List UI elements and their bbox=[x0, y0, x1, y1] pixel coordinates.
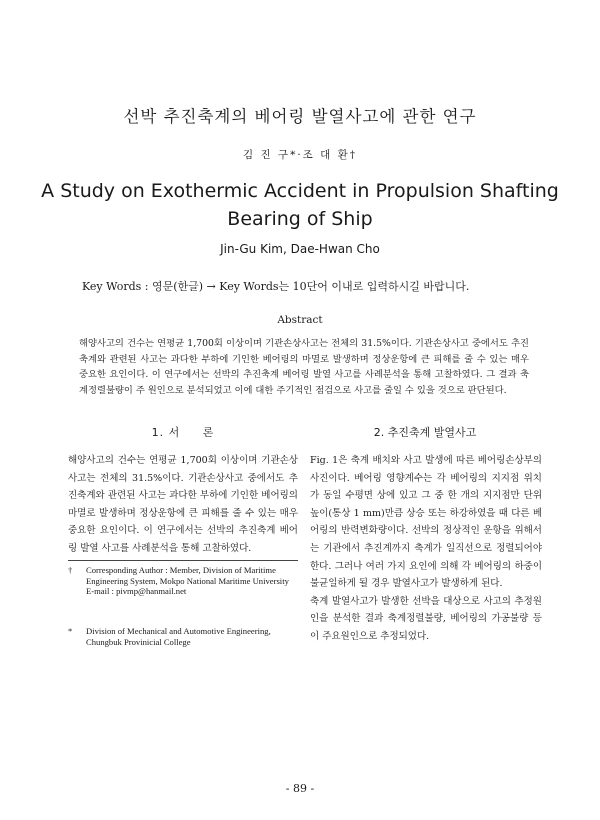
footnote-dagger-mark: † bbox=[68, 565, 73, 575]
authors-korean: 김 진 구*·조 대 환† bbox=[242, 149, 358, 161]
footnote-coauthor bbox=[68, 626, 298, 647]
paper-title-korean: 선박 추진축계의 베어링 발열사고에 관한 연구 bbox=[123, 107, 477, 126]
section2-heading: 2. 추진축계 발열사고 bbox=[373, 426, 477, 439]
page-number: - 89 - bbox=[285, 782, 315, 795]
footnote-affiliation: Corresponding Author : Member, Division of Maritime Engineering System, Mokpo National Maritime University bbox=[86, 565, 289, 586]
title-english-line1: A Study on Exothermic Accident in Propulsion Shafting bbox=[41, 180, 559, 202]
footnote-divider bbox=[68, 560, 298, 561]
keywords-line: Key Words : 영문(한글) → Key Words는 10단어 이내로 입력하시길 바랍니다. bbox=[82, 280, 470, 293]
footnote-corresponding-author bbox=[68, 565, 298, 597]
abstract-body: 해양사고의 건수는 연평균 1,700회 이상이며 기관손상사고는 전체의 31.5%이다. 기관손상사고 중에서도 추진축계와 관련된 사고는 과다한 부하에 기인한 베어링의 마멸로 발생하며 정상운항에 큰 피해를 줄 수 있는 매우 중요한 요인이다. 이 연구에서는 선박의 추진축계 베어링 발열 사고를 사례분석을 통해 고찰하였다. 그 결과 축계정렬불량이 주 원인으로 분석되었고 이에 대한 주기적인 점검으로 사고를 줄일 수 있을 것으로 판단된다. bbox=[79, 338, 529, 396]
title-english-line2: Bearing of Ship bbox=[227, 208, 373, 230]
section2-body bbox=[310, 452, 542, 646]
authors-english: Jin-Gu Kim, Dae-Hwan Cho bbox=[220, 242, 380, 256]
paper-title-english bbox=[40, 177, 560, 233]
footnote-coauthor-affiliation: Division of Mechanical and Automotive Engineering, Chungbuk Provinicial College bbox=[86, 626, 271, 647]
section1-heading: 1. 서 론 bbox=[151, 426, 215, 439]
footnote-asterisk-mark: * bbox=[68, 626, 73, 636]
abstract-heading: Abstract bbox=[277, 314, 323, 326]
section2-paragraph-2: 축계 발열사고가 발생한 선박을 대상으로 사고의 추정원인을 분석한 결과 축계정렬불량, 베어링의 가공불량 등이 주요원인으로 추정되었다. bbox=[310, 595, 542, 642]
section1-body: 해양사고의 건수는 연평균 1,700회 이상이며 기관손상사고는 전체의 31.5%이다. 기관손상사고 중에서도 추진축계와 관련된 사고는 과다한 부하에 기인한 베어링의 마멸로 발생하며 정상운항에 큰 피해를 줄 수 있는 매우 중요한 요인이다. 이 연구에서는 선박의 추진축계 베어링 발열 사고를 사례분석을 통해 고찰하였다. bbox=[68, 455, 298, 554]
footnote-email: E-mail : pivmp@hanmail.net bbox=[86, 586, 187, 597]
section2-paragraph-1: Fig. 1은 축계 배치와 사고 발생에 따른 베어링손상부의 사진이다. 베어링 영향계수는 각 베어링의 지지점 위치가 동일 수평면 상에 있고 그 중 한 개의 지지점만 단위높이(통상 1 mm)만큼 상승 또는 하강하였을 때 다른 베어링의 반력변화량이다. 선박의 정상적인 운항을 위해서는 기관에서 추진계까지 축계가 일직선으로 정렬되어야 한다. 그러나 여러 가지 요인에 의해 각 베어링의 하중이 불균일하게 될 경우 발열사고가 발생하게 된다. bbox=[310, 455, 542, 590]
